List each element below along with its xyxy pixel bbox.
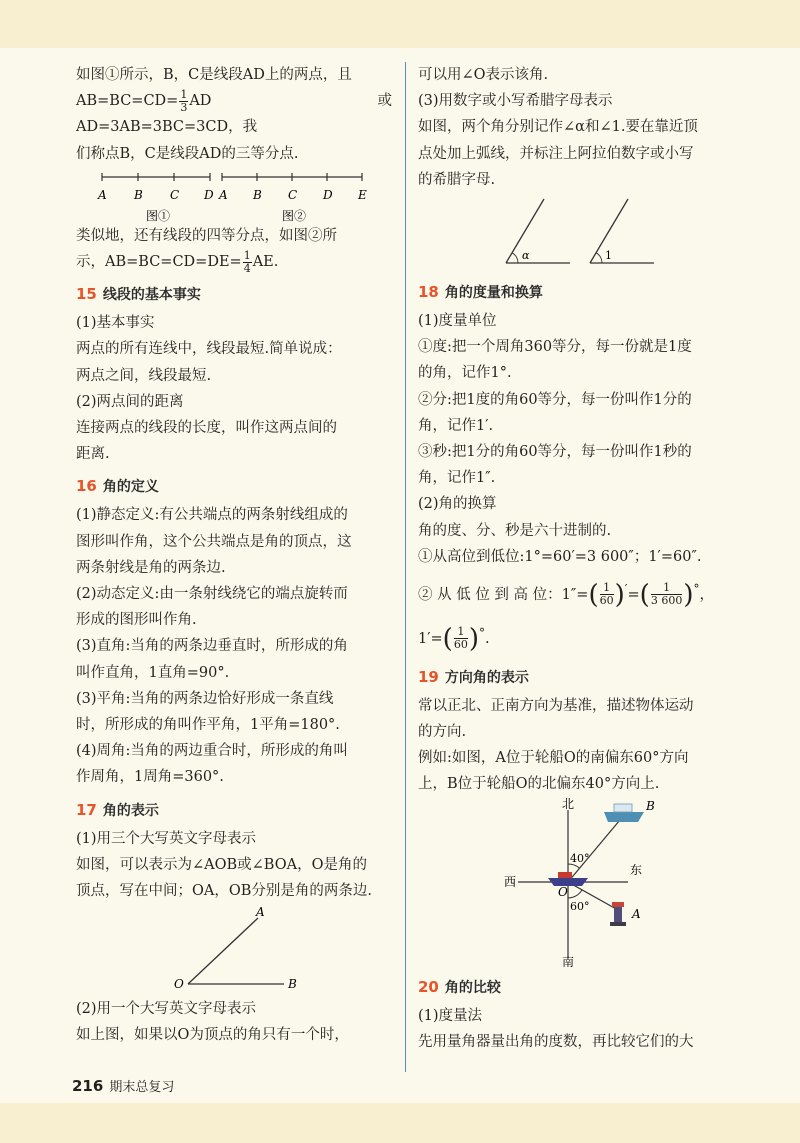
section-title: 角的定义 bbox=[102, 479, 159, 496]
paragraph: 先用量角器量出角的度数，再比较它们的大 bbox=[418, 1033, 694, 1050]
section-number: 16 bbox=[76, 477, 97, 496]
page-footer bbox=[72, 1076, 174, 1095]
paragraph: (3)平角:当角的两条边恰好形成一条直线 bbox=[76, 690, 334, 707]
numerator: 1 bbox=[600, 582, 614, 595]
paragraph: (1)用三个大写英文字母表示 bbox=[76, 830, 257, 847]
text: 1′= bbox=[418, 630, 443, 647]
section-number: 18 bbox=[418, 283, 439, 302]
paragraph: ③秒:把1分的角60等分，每一份叫作1秒的 bbox=[418, 444, 692, 461]
paragraph: (2)动态定义:由一条射线绕它的端点旋转而 bbox=[76, 586, 348, 603]
paragraph-formula bbox=[418, 570, 736, 614]
direction-angle-figure bbox=[418, 798, 736, 968]
text: AD 或 AD=3AB=3BC=3CD，我 bbox=[76, 93, 392, 136]
section-number: 15 bbox=[76, 285, 97, 304]
section-heading-19 bbox=[418, 664, 736, 691]
denominator: 60 bbox=[453, 638, 468, 652]
label-d: D bbox=[323, 187, 333, 202]
numerator: 1 bbox=[180, 87, 188, 101]
section-title: 角的比较 bbox=[444, 979, 501, 996]
label-a: A bbox=[256, 905, 265, 920]
paragraph: 角的度、分、秒是六十进制的. bbox=[418, 522, 612, 539]
paren-left: ( bbox=[588, 579, 599, 610]
paragraph: 时，所形成的角叫作平角，1平角=180°. bbox=[76, 717, 340, 734]
label-east: 东 bbox=[630, 862, 643, 877]
paragraph: 两点之间，线段最短. bbox=[76, 367, 212, 384]
label-o: O bbox=[174, 977, 184, 992]
denominator: 3 600 bbox=[650, 594, 683, 608]
label-a: A bbox=[98, 187, 107, 202]
paragraph bbox=[76, 88, 392, 140]
paragraph: (1)度量法 bbox=[418, 1007, 483, 1024]
degree-mark: ° bbox=[693, 582, 700, 597]
paragraph: ②分:把1度的角60等分，每一份叫作1分的 bbox=[418, 391, 692, 408]
footer-title: 期末总复习 bbox=[109, 1080, 175, 1095]
text: 示，AB=BC=CD=DE= bbox=[76, 254, 242, 271]
paragraph: 的方向. bbox=[418, 723, 467, 740]
section-number: 20 bbox=[418, 977, 439, 996]
section-number: 19 bbox=[418, 667, 439, 686]
section-title: 角的表示 bbox=[102, 802, 159, 819]
text: ， bbox=[699, 586, 715, 603]
paren-left: ( bbox=[442, 623, 453, 654]
paragraph: 例如:如图，A位于轮船O的南偏东60°方向 bbox=[418, 750, 689, 767]
ship-b-icon bbox=[604, 804, 644, 822]
numerator: 1 bbox=[651, 582, 683, 595]
paragraph: 类似地，还有线段的四等分点，如图②所 bbox=[76, 227, 337, 244]
degree-mark: ° bbox=[478, 625, 486, 640]
angle-aob-figure bbox=[76, 904, 392, 996]
paragraph: 形成的图形叫作角. bbox=[76, 612, 197, 629]
paragraph-formula bbox=[418, 614, 736, 658]
paragraph: 连接两点的线段的长度，叫作这两点间的 bbox=[76, 420, 337, 437]
page-number: 216 bbox=[72, 1077, 104, 1095]
label-b: B bbox=[253, 187, 262, 202]
section-heading-17 bbox=[76, 797, 392, 824]
label-a: A bbox=[632, 906, 641, 921]
denominator: 4 bbox=[243, 261, 251, 275]
paragraph: (2)用一个大写英文字母表示 bbox=[76, 1001, 257, 1018]
label-angle-60: 60° bbox=[570, 899, 590, 913]
figure-caption: 图② bbox=[282, 208, 307, 223]
label-a: A bbox=[219, 187, 228, 202]
ship-o-icon bbox=[548, 872, 588, 886]
section-title: 角的度量和换算 bbox=[444, 285, 543, 302]
text: AE. bbox=[252, 254, 279, 271]
figure-2 bbox=[218, 173, 367, 223]
paragraph: (4)周角:当角的两边重合时，所形成的角叫 bbox=[76, 743, 348, 760]
text: AB=BC=CD= bbox=[76, 93, 179, 110]
fraction-one-sixtieth bbox=[600, 582, 614, 607]
label-west: 西 bbox=[504, 874, 517, 889]
numerator: 1 bbox=[243, 248, 251, 262]
paragraph: ①从高位到低位:1°=60′=3 600″；1′=60″. bbox=[418, 548, 702, 565]
paragraph: (3)直角:当角的两条边垂直时，所形成的角 bbox=[76, 638, 348, 655]
text: = bbox=[627, 586, 640, 603]
figure-1 bbox=[97, 173, 214, 223]
section-number: 17 bbox=[76, 800, 97, 819]
paragraph: 如图，可以表示为∠AOB或∠BOA，O是角的 bbox=[76, 856, 367, 873]
section-heading-18 bbox=[418, 279, 736, 306]
paragraph: 如图，两个角分别记作∠α和∠1.要在靠近顶 bbox=[418, 119, 698, 136]
figure-caption: 图① bbox=[146, 208, 171, 223]
paragraph: 顶点，写在中间；OA，OB分别是角的两条边. bbox=[76, 883, 373, 900]
column-divider bbox=[405, 62, 406, 1072]
label-alpha: α bbox=[522, 249, 530, 263]
paren-left: ( bbox=[639, 579, 650, 610]
paragraph: (3)用数字或小写希腊字母表示 bbox=[418, 93, 613, 110]
numerator: 1 bbox=[454, 626, 468, 639]
prime-mark: ′ bbox=[624, 582, 628, 597]
fraction-one-quarter bbox=[243, 250, 252, 275]
paragraph: 角，记作1″. bbox=[418, 470, 496, 487]
paragraph: ①度:把一个周角360等分，每一份就是1度 bbox=[418, 339, 692, 356]
fraction-one-sixtieth bbox=[454, 626, 468, 651]
paren-right: ) bbox=[614, 579, 625, 610]
section-title: 方向角的表示 bbox=[444, 669, 529, 686]
section-heading-15 bbox=[76, 281, 392, 308]
paragraph: (2)两点间的距离 bbox=[76, 393, 184, 410]
greek-angles-figure bbox=[418, 193, 736, 273]
section-title: 线段的基本事实 bbox=[102, 287, 201, 304]
paragraph: 作周角，1周角=360°. bbox=[76, 769, 224, 786]
page-bottom-band bbox=[0, 1103, 800, 1143]
label-o: O bbox=[558, 884, 568, 899]
label-c: C bbox=[170, 187, 180, 202]
paragraph: 们称点B，C是线段AD的三等分点. bbox=[76, 145, 299, 162]
left-column bbox=[76, 62, 392, 1049]
label-d: D bbox=[204, 187, 214, 202]
fraction-one-3600th bbox=[651, 582, 683, 607]
label-e: E bbox=[358, 187, 367, 202]
text: . bbox=[485, 630, 490, 647]
paragraph bbox=[76, 249, 392, 275]
label-north: 北 bbox=[562, 797, 575, 811]
text: ② 从 低 位 到 高 位：1″= bbox=[418, 586, 589, 603]
paragraph: (1)静态定义:有公共端点的两条射线组成的 bbox=[76, 507, 348, 524]
denominator: 60 bbox=[599, 594, 614, 608]
paragraph: 两条射线是角的两条边. bbox=[76, 559, 226, 576]
paragraph: (1)基本事实 bbox=[76, 315, 155, 332]
paragraph: 常以正北、正南方向为基准，描述物体运动 bbox=[418, 697, 694, 714]
paragraph: 图形叫作角，这个公共端点是角的顶点，这 bbox=[76, 533, 352, 550]
label-angle-40: 40° bbox=[570, 851, 590, 865]
paren-right: ) bbox=[468, 623, 479, 654]
section-heading-20 bbox=[418, 974, 736, 1001]
paragraph: 距离. bbox=[76, 446, 110, 463]
paragraph: 可以用∠O表示该角. bbox=[418, 67, 549, 83]
paragraph: 的希腊字母. bbox=[418, 171, 496, 188]
right-column bbox=[418, 62, 736, 1055]
label-b: B bbox=[288, 977, 297, 992]
paragraph: 点处加上弧线，并标注上阿拉伯数字或小写 bbox=[418, 145, 694, 162]
paren-right: ) bbox=[683, 579, 694, 610]
lighthouse-a-icon bbox=[610, 902, 626, 926]
fraction-one-third bbox=[179, 89, 188, 114]
paragraph: 两点的所有连线中，线段最短.简单说成： bbox=[76, 341, 342, 358]
paragraph: 角，记作1′. bbox=[418, 417, 494, 434]
paragraph: 叫作直角，1直角=90°. bbox=[76, 664, 230, 681]
paragraph: 的角，记作1°. bbox=[418, 365, 512, 382]
page-top-band bbox=[0, 0, 800, 48]
label-one: 1 bbox=[605, 249, 612, 263]
paragraph: 如图①所示，B，C是线段AD上的两点，且 bbox=[76, 67, 352, 83]
label-b: B bbox=[646, 798, 655, 813]
paragraph: (1)度量单位 bbox=[418, 313, 497, 330]
segment-figures bbox=[76, 167, 392, 223]
paragraph: 上，B位于轮船O的北偏东40°方向上. bbox=[418, 776, 660, 793]
denominator: 3 bbox=[180, 100, 188, 114]
label-south: 南 bbox=[562, 954, 575, 968]
paragraph: (2)角的换算 bbox=[418, 496, 497, 513]
label-b: B bbox=[134, 187, 143, 202]
section-heading-16 bbox=[76, 473, 392, 500]
label-c: C bbox=[288, 187, 298, 202]
paragraph: 如上图，如果以O为顶点的角只有一个时， bbox=[76, 1027, 349, 1044]
